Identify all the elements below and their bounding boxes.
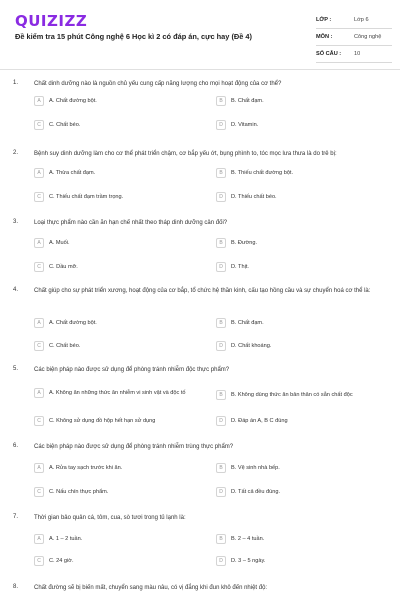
question-number: 2.: [13, 150, 19, 156]
option-text: A. Muối.: [49, 240, 70, 246]
meta-label: LỚP :: [316, 17, 332, 23]
option-text: D. Thịt.: [231, 264, 249, 270]
option-text: C. Chất béo.: [49, 343, 81, 349]
worksheet-title: Đề kiểm tra 15 phút Công nghệ 6 Học kì 2 có đáp án, cực hay (Đề 4): [15, 32, 252, 41]
option-d[interactable]: [216, 120, 380, 133]
option-c[interactable]: [34, 192, 198, 205]
option-b[interactable]: [216, 168, 380, 181]
option-letter-badge: D: [216, 192, 226, 202]
option-d[interactable]: [216, 556, 380, 569]
option-text: A. Chất đường bột.: [49, 98, 97, 104]
option-b[interactable]: [216, 463, 380, 476]
meta-value: 10: [354, 51, 361, 57]
quizizz-logo: QUIZIZZ: [15, 12, 88, 30]
option-letter-badge: B: [216, 463, 226, 473]
option-c[interactable]: [34, 262, 198, 275]
option-letter-badge: A: [34, 463, 44, 473]
option-c[interactable]: [34, 487, 198, 500]
question-text: Loại thực phẩm nào cần ăn hạn chế nhất theo tháp dinh dưỡng cân đối?: [34, 220, 228, 226]
meta-value: Công nghệ: [354, 34, 382, 40]
option-b[interactable]: [216, 534, 380, 547]
option-letter-badge: D: [216, 341, 226, 351]
meta-table: [316, 12, 392, 63]
option-d[interactable]: [216, 341, 380, 354]
question-number: 7.: [13, 514, 19, 520]
option-letter-badge: B: [216, 168, 226, 178]
option-a[interactable]: [34, 534, 198, 547]
question-number: 5.: [13, 366, 19, 372]
option-letter-badge: B: [216, 390, 226, 400]
option-letter-badge: B: [216, 534, 226, 544]
question-text: Thời gian bảo quản cá, tôm, cua, sò tươi trong tủ lạnh là:: [34, 515, 186, 521]
option-a[interactable]: [34, 238, 198, 251]
option-text: D. 3 – 5 ngày.: [231, 558, 266, 564]
option-text: B. Thiếu chất đường bột.: [231, 170, 294, 176]
option-text: B. Không dùng thức ăn bản thân có sẵn chất độc: [231, 392, 353, 398]
option-text: A. Thừa chất đạm.: [49, 170, 96, 176]
option-d[interactable]: [216, 416, 380, 429]
option-b[interactable]: [216, 390, 380, 403]
option-a[interactable]: [34, 318, 198, 331]
option-letter-badge: B: [216, 238, 226, 248]
option-b[interactable]: [216, 238, 380, 251]
option-text: D. Chất khoáng.: [231, 343, 272, 349]
option-text: C. 24 giờ.: [49, 558, 74, 564]
option-text: A. Rửa tay sạch trước khi ăn.: [49, 465, 123, 471]
question-text: Các biện pháp nào được sử dụng để phòng tránh nhiễm độc thực phẩm?: [34, 367, 230, 373]
question-number: 8.: [13, 584, 19, 590]
meta-label: MÔN :: [316, 34, 333, 40]
option-d[interactable]: [216, 487, 380, 500]
question-number: 4.: [13, 287, 19, 293]
option-d[interactable]: [216, 192, 380, 205]
option-b[interactable]: [216, 318, 380, 331]
question-number: 1.: [13, 80, 19, 86]
option-d[interactable]: [216, 262, 380, 275]
option-letter-badge: D: [216, 487, 226, 497]
option-text: B. Chất đạm.: [231, 98, 264, 104]
option-letter-badge: D: [216, 556, 226, 566]
option-letter-badge: D: [216, 262, 226, 272]
option-letter-badge: A: [34, 388, 44, 398]
option-letter-badge: C: [34, 416, 44, 426]
option-letter-badge: B: [216, 318, 226, 328]
question-text: Chất đường sẽ bị biến mất, chuyển sang màu nâu, có vị đắng khi đun khô đến nhiệt độ:: [34, 585, 268, 591]
option-letter-badge: B: [216, 96, 226, 106]
question-text: Chất giúp cho sự phát triển xương, hoạt động của cơ bắp, tổ chức hệ thần kinh, cấu tạo hồng cầu và sự chuyển hoá cơ thể là:: [34, 288, 371, 294]
option-text: C. Chất béo.: [49, 122, 81, 128]
option-letter-badge: A: [34, 238, 44, 248]
option-letter-badge: A: [34, 168, 44, 178]
option-text: B. 2 – 4 tuần.: [231, 536, 265, 542]
question-number: 6.: [13, 443, 19, 449]
option-text: D. Vitamin.: [231, 122, 259, 128]
option-a[interactable]: [34, 96, 198, 109]
option-a[interactable]: [34, 463, 198, 476]
option-text: B. Vệ sinh nhà bếp.: [231, 465, 280, 471]
option-letter-badge: A: [34, 534, 44, 544]
option-letter-badge: C: [34, 120, 44, 130]
option-text: A. Chất đường bột.: [49, 320, 97, 326]
option-letter-badge: C: [34, 487, 44, 497]
option-text: C. Thiếu chất đạm trầm trọng.: [49, 194, 124, 200]
option-letter-badge: C: [34, 341, 44, 351]
option-a[interactable]: [34, 388, 198, 401]
question-text: Các biện pháp nào được sử dụng để phòng tránh nhiễm trùng thực phẩm?: [34, 444, 234, 450]
option-letter-badge: A: [34, 96, 44, 106]
meta-row-subject: [316, 29, 392, 46]
option-letter-badge: A: [34, 318, 44, 328]
meta-label: SỐ CÂU :: [316, 51, 342, 57]
option-text: A. Không ăn những thức ăn nhiễm vi sinh vật và độc tố: [49, 390, 186, 396]
meta-row-count: [316, 46, 392, 63]
option-text: D. Đáp án A, B C đúng: [231, 418, 288, 424]
option-c[interactable]: [34, 120, 198, 133]
question-number: 3.: [13, 219, 19, 225]
option-letter-badge: C: [34, 262, 44, 272]
option-letter-badge: C: [34, 556, 44, 566]
option-b[interactable]: [216, 96, 380, 109]
option-c[interactable]: [34, 341, 198, 354]
header-divider: [0, 69, 400, 70]
option-letter-badge: C: [34, 192, 44, 202]
meta-row-class: [316, 12, 392, 29]
option-letter-badge: D: [216, 416, 226, 426]
worksheet-header: [0, 0, 400, 66]
option-c[interactable]: [34, 416, 198, 429]
option-text: C. Không sử dụng đồ hộp hết hạn sử dụng: [49, 418, 156, 424]
option-text: A. 1 – 2 tuần.: [49, 536, 83, 542]
option-c[interactable]: [34, 556, 198, 569]
option-text: B. Chất đạm.: [231, 320, 264, 326]
meta-value: Lớp 6: [354, 17, 369, 23]
question-text: Chất dinh dưỡng nào là nguồn chủ yếu cung cấp năng lượng cho mọi hoạt động của cơ thể?: [34, 81, 282, 87]
option-text: C. Dầu mỡ.: [49, 264, 78, 270]
option-letter-badge: D: [216, 120, 226, 130]
option-a[interactable]: [34, 168, 198, 181]
question-text: Bệnh suy dinh dưỡng làm cho cơ thể phát triển chậm, cơ bắp yếu ớt, bụng phình to, tóc mọc lưa thưa là do trẻ bị:: [34, 151, 337, 157]
option-text: D. Tất cả đều đúng.: [231, 489, 281, 495]
option-text: B. Đường.: [231, 240, 258, 246]
option-text: C. Nấu chín thực phẩm.: [49, 489, 109, 495]
option-text: D. Thiếu chất béo.: [231, 194, 277, 200]
